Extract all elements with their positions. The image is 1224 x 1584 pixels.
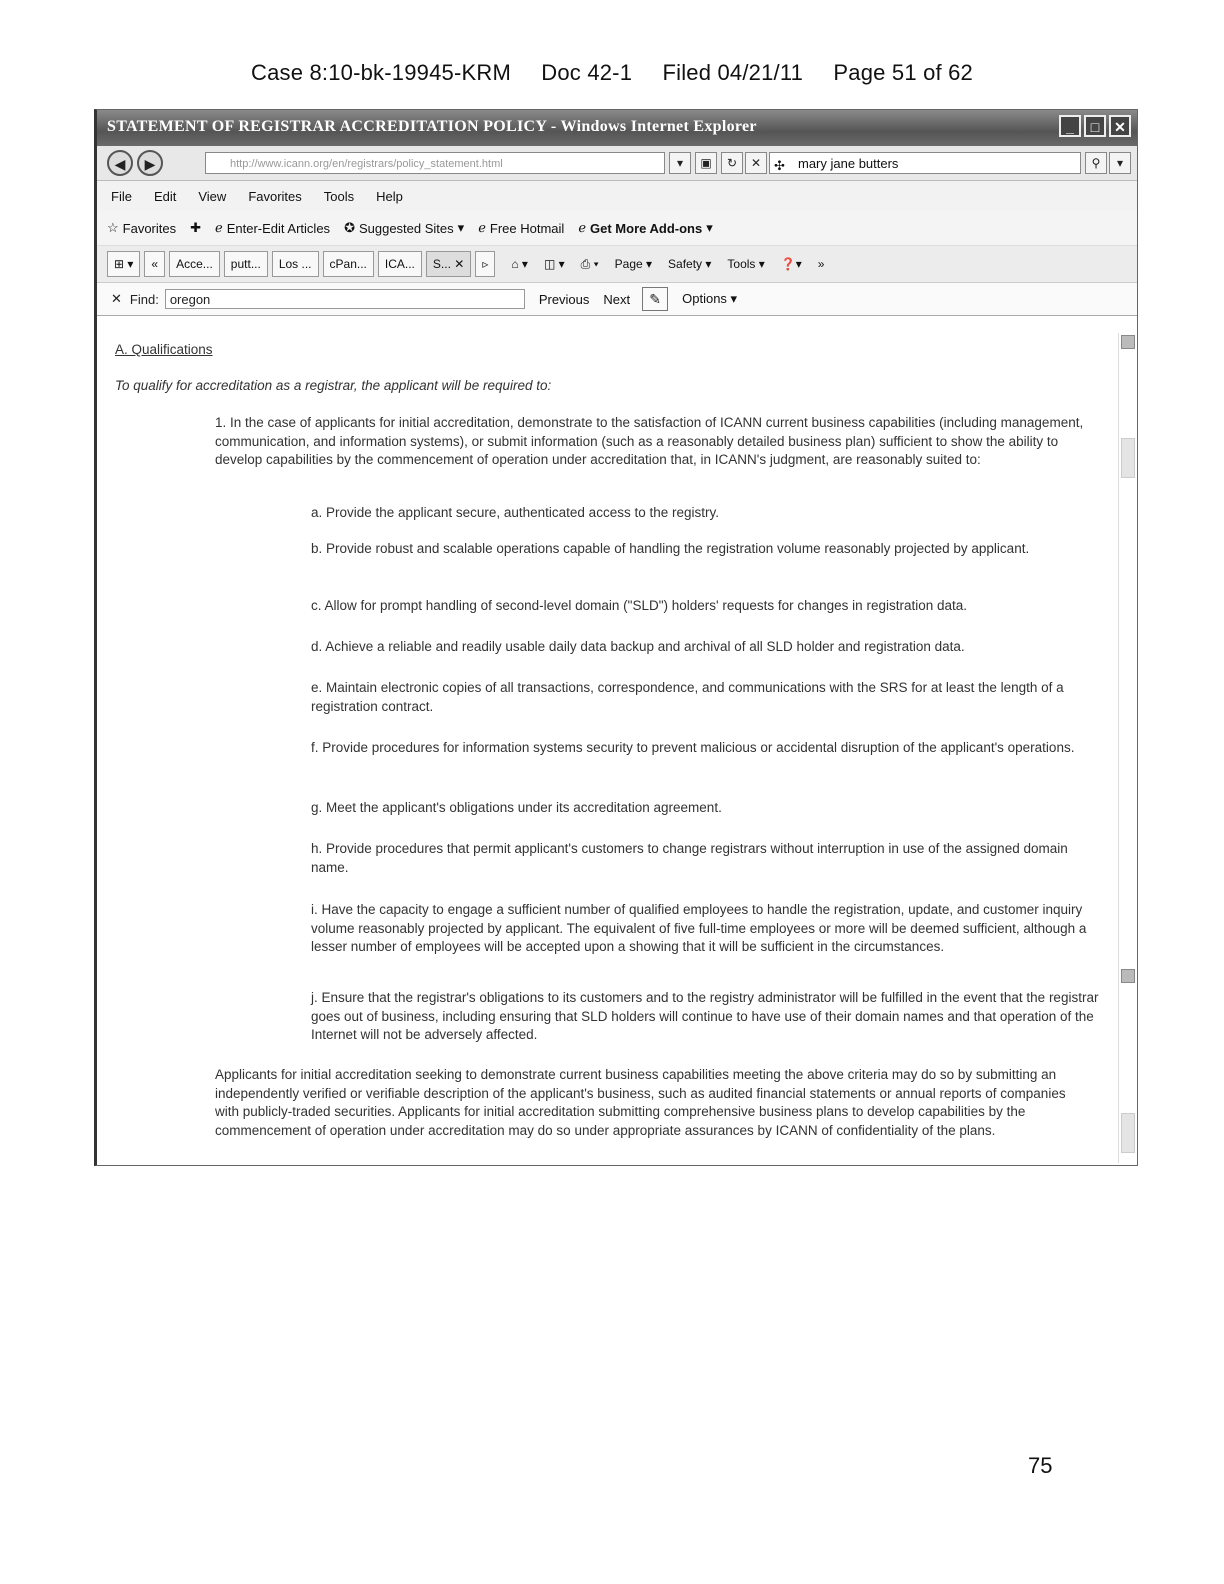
subitem-c: c. Allow for prompt handling of second-level domain ("SLD") holders' requests for changes in registration data. [311,598,968,613]
fav-label: Get More Add-ons [590,220,703,236]
page-content [97,333,1117,1163]
home-icon[interactable]: ⌂ ▾ [511,257,528,271]
ie-page-icon: ℯ [215,220,223,235]
fav-free-hotmail[interactable] [478,220,564,236]
page-menu[interactable]: Page ▾ [614,257,653,271]
subitem-b: b. Provide robust and scalable operations capable of handling the registration volume reasonably projected by applicant. [311,541,1030,556]
scroll-track-marker[interactable] [1121,1113,1135,1153]
back-icon[interactable]: ◀ [107,150,133,176]
tab-3[interactable] [272,251,319,277]
url-input[interactable]: http://www.icann.org/en/registrars/policy_statement.html [205,152,665,174]
menu-bar [97,181,1137,211]
ie-page-icon: ℯ [478,220,486,235]
section-heading[interactable]: A. Qualifications [115,342,213,357]
minimize-button[interactable]: _ [1059,115,1081,137]
scrollbar[interactable] [1118,333,1137,1163]
tab-label: putt... [230,257,261,271]
tab-4[interactable] [323,251,374,277]
forward-icon[interactable]: ▶ [137,150,163,176]
star-icon: ☆ [107,220,119,235]
add-favorite-button[interactable] [190,220,201,236]
case-header [0,60,1224,86]
add-favorite-icon: ✚ [190,220,202,235]
window-controls [1059,115,1131,137]
tools-menu[interactable]: Tools ▾ [727,257,765,271]
doc-number: Doc 42-1 [541,60,633,85]
find-label: Find: [129,291,159,307]
window-title: STATEMENT OF REGISTRAR ACCREDITATION POLICY - Windows Internet Explorer [107,118,757,135]
chevron-down-icon: ▾ [457,220,465,235]
find-input[interactable]: oregon [165,289,525,309]
subitem-f: f. Provide procedures for information systems security to prevent malicious or accidental disruption of the applicant's operations. [311,740,1075,755]
tab-5[interactable] [378,251,422,277]
close-find-icon[interactable]: ✕ [111,291,122,306]
browser-window [94,109,1138,1166]
scroll-marker-icon[interactable] [1121,969,1135,983]
tab-1[interactable] [169,251,220,277]
find-options-label: Options [682,291,727,306]
fav-label: Free Hotmail [489,220,565,236]
find-options-button[interactable]: Options ▾ [682,291,738,306]
subitem-j: j. Ensure that the registrar's obligations to its customers and to the registry administrator will be fulfilled in the event that the registrar goes out of business, including ensuring that SLD holders will continue to have use of their domain names and that operation of the Internet will not be adversely affected. [311,990,1099,1042]
fav-label: Suggested Sites [358,220,454,236]
tab-label: S... [432,257,451,271]
find-previous-button[interactable]: Previous [538,291,590,307]
suggested-sites-icon: ✪ [344,220,355,235]
menu-tools[interactable]: Tools [323,188,355,204]
refresh-icon[interactable]: ↻ [721,152,743,174]
dropdown-icon[interactable]: ▾ [669,152,691,174]
page-menu-label: Page [614,257,643,271]
close-tab-icon[interactable]: ✕ [454,257,465,271]
tools-menu-label: Tools [727,257,756,271]
menu-edit[interactable]: Edit [153,188,177,204]
tab-label: Acce... [176,257,213,271]
tab-list-button[interactable]: « [144,251,165,277]
subitem-i: i. Have the capacity to engage a sufficient number of qualified employees to handle the registration, update, and customer inquiry volume reasonably projected by applicant. The equivalent of five full-time employees or more will be deemed sufficient, although a lesser number of employees will be accepted upon a showing that it will be sufficient in the circumstances. [311,902,1087,954]
chevron-down-icon: ▾ [706,220,713,235]
favorites-bar [97,211,1137,246]
filed-date: Filed 04/21/11 [662,60,804,85]
page-number: 75 [1028,1453,1053,1478]
find-bar [97,283,1137,316]
live-search-icon: ✣ [774,158,785,173]
menu-favorites[interactable]: Favorites [248,188,302,204]
highlight-pencil-icon[interactable]: ✎ [642,287,668,311]
subitem-a: a. Provide the applicant secure, authenticated access to the registry. [311,505,719,520]
item-1: 1. In the case of applicants for initial accreditation, demonstrate to the satisfaction of ICANN current business capabilities (including management, communication, and information systems), or submit information (such as a reasonably detailed business plan) sufficient to show the ability to develop capabilities by the commencement of operation under accreditation that, in ICANN's judgment, are reasonably suited to: [215,415,1084,467]
tab-label: cPan... [329,257,367,271]
tab-label: ICA... [384,257,415,271]
scroll-up-icon[interactable] [1121,335,1135,349]
quick-tabs-button[interactable]: ⊞ ▾ [107,251,140,277]
closing-paragraph: Applicants for initial accreditation seeking to demonstrate current business capabilities meeting the above criteria may do so by submitting an independently verified or verifiable description of the applicant's business, such as audited financial statements or annual reports of companies with publicly-traded securities. Applicants for initial accreditation submitting comprehensive business plans to develop capabilities by the commencement of operation under accreditation may do so under appropriate assurances by ICANN of confidentiality of the plans. [215,1067,1066,1138]
tab-6-active[interactable] [426,251,471,277]
tab-2[interactable] [224,251,268,277]
fav-get-more-add-ons[interactable] [578,220,712,236]
case-number: Case 8:10-bk-19945-KRM [251,60,511,85]
print-icon[interactable]: ⎙ ▾ [580,256,599,271]
fav-suggested-sites[interactable] [344,220,464,236]
new-tab-button[interactable]: ▹ [475,251,495,277]
page-of: Page 51 of 62 [833,60,973,85]
compatibility-icon[interactable]: ▣ [695,152,717,174]
search-input[interactable] [769,152,1081,174]
subitem-h: h. Provide procedures that permit applicant's customers to change registrars without interruption in use of the assigned domain name. [311,841,1068,875]
subitem-g: g. Meet the applicant's obligations under its accreditation agreement. [311,800,722,815]
find-next-button[interactable]: Next [603,291,631,307]
menu-file[interactable]: File [111,188,132,204]
menu-help[interactable]: Help [376,188,403,204]
close-button[interactable]: ✕ [1109,115,1131,137]
search-icon[interactable]: ⚲ [1085,152,1107,174]
maximize-button[interactable]: □ [1084,115,1106,137]
tab-bar [97,246,1137,283]
tab-label: Los ... [278,257,312,271]
fav-label: Enter-Edit Articles [226,220,331,236]
quick-tabs-icon: ⊞ [114,257,125,271]
favorites-label: Favorites [122,220,177,236]
ie-page-icon: ℯ [578,220,587,235]
title-bar[interactable] [97,110,1137,146]
help-icon[interactable]: ❓▾ [780,257,802,271]
scroll-thumb[interactable] [1121,438,1135,478]
subitem-e: e. Maintain electronic copies of all transactions, correspondence, and communications with the SRS for at least the length of a registration contract. [311,680,1064,714]
stop-icon[interactable]: ✕ [745,152,767,174]
subitem-d: d. Achieve a reliable and readily usable daily data backup and archival of all SLD holder and registration data. [311,639,965,654]
menu-view[interactable]: View [198,188,227,204]
address-bar [97,146,1137,181]
search-value: mary jane butters [798,156,899,171]
intro-text: To qualify for accreditation as a registrar, the applicant will be required to: [115,378,552,393]
safety-menu-label: Safety [668,257,703,271]
search-options-icon[interactable]: ▾ [1109,152,1131,174]
safety-menu[interactable]: Safety ▾ [668,257,712,271]
favorites-button[interactable] [107,220,176,236]
feeds-icon[interactable]: ◫ ▾ [543,257,565,271]
fav-enter-edit-articles[interactable] [215,220,330,236]
overflow-icon[interactable]: » [817,257,825,271]
